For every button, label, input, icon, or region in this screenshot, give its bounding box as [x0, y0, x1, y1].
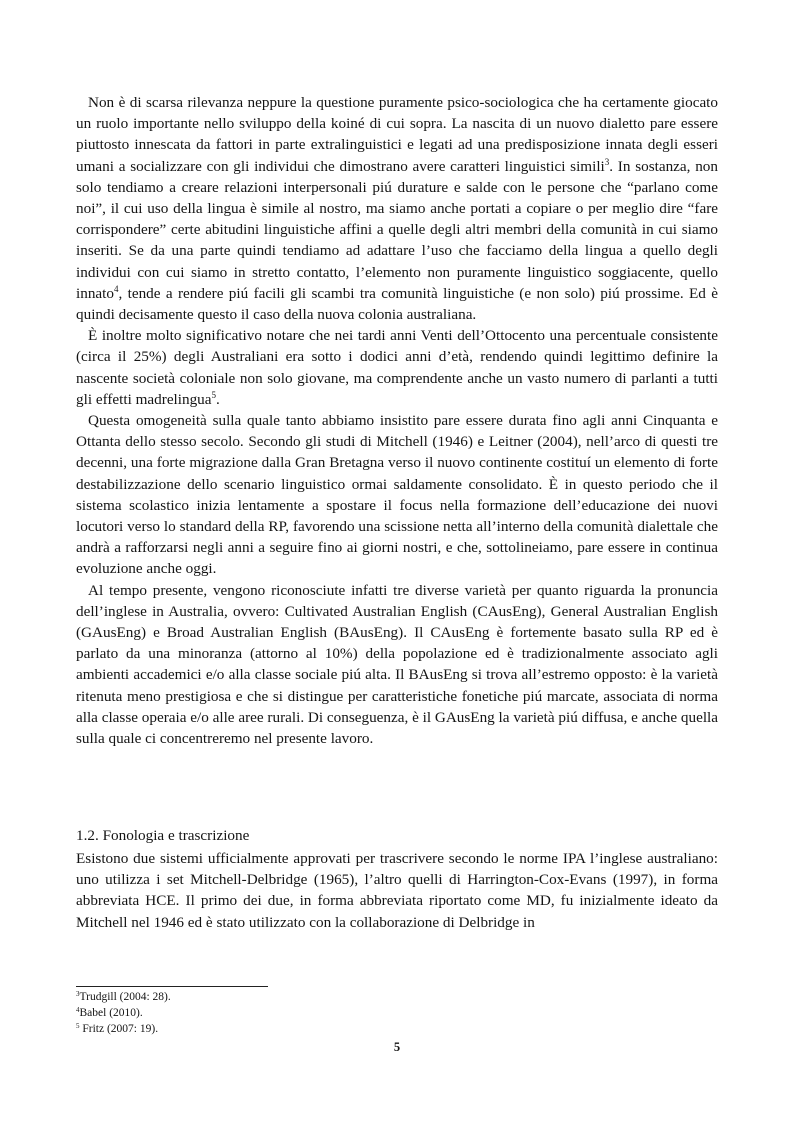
paragraph-1 [76, 92, 718, 325]
footnote-5 [76, 1022, 716, 1038]
paragraph-3-text: Questa omogeneità sulla quale tanto abbiamo insistito pare essere durata fino agli anni Cinquanta e Ottanta dello stesso secolo. Secondo gli studi di Mitchell (1946) e Leitner (2004), nell’arco di questi tre decenni, una forte migrazione dalla Gran Bretagna verso il nuovo continente costituí un elemento di forte destabilizzazione dello scenario linguistico ormai saldamente consolidato. È in questo periodo che il sistema scolastico inizia lentamente a spostare il focus nella formazione dell’educazione dei nuovi locutori verso lo standard della RP, favorendo una scissione netta all’interno della comunità dialettale che andrà a rafforzarsi negli anni a seguire fino ai giorni nostri, e che, sottolineiamo, pare essere in continua evoluzione anche oggi. [76, 412, 718, 578]
paragraph-2 [76, 325, 718, 410]
footnotes [76, 990, 716, 1037]
footnote-number: 3 [76, 990, 80, 998]
footnote-number: 4 [76, 1005, 80, 1014]
section-heading: 1.2. Fonologia e trascrizione [76, 827, 250, 844]
footnote-4 [76, 1006, 716, 1022]
paragraph-2-part-a: È inoltre molto significativo notare che nei tardi anni Venti dell’Ottocento una percentuale consistente (circa il 25%) degli Australiani era sotto i dodici anni d’età, rendendo quindi legittimo definire la nascente società coloniale non solo giovane, ma comprendente anche un vasto numero di parlanti a tutti gli effetti madrelingua [76, 327, 718, 408]
footnote-text: Babel (2010). [79, 1006, 143, 1019]
footnote-ref-5: 5 [211, 389, 217, 400]
paragraph-1-part-a: Non è di scarsa rilevanza neppure la questione puramente psico-sociologica che ha certamente giocato un ruolo importante nello sviluppo della koiné di cui sopra. La nascita di un nuovo dialetto pare essere piuttosto innescata da fattori in parte extralinguistici e legati ad una predisposizione innata degli esseri umani a socializzare con gli individui che dimostrano avere caratteri linguistici simili [76, 94, 718, 175]
page-number: 5 [393, 1040, 401, 1054]
body-text [76, 92, 718, 749]
paragraph-4-text: Al tempo presente, vengono riconosciute infatti tre diverse varietà per quanto riguarda la pronuncia dell’inglese in Australia, ovvero: Cultivated Australian English (CAusEng), General Australian English (GAusEng) e Broad Australian English (BAusEng). Il CAusEng è fortemente basato sulla RP ed è parlato da una minoranza (attorno al 10%) della popolazione ed è tradizionalmente associato agli ambienti accademici e/o alla classe sociale piú alta. Il BAusEng si trova all’estremo opposto: è la varietà ritenuta meno prestigiosa e che si distingue per caratteristiche fonetiche piú marcate, associata di norma alla classe operaia e/o alle aree rurali. Di conseguenza, è il GAusEng la varietà piú diffusa, e anche quella sulla quale ci concentreremo nel presente lavoro. [76, 581, 718, 748]
footnote-text: Trudgill (2004: 28). [79, 991, 171, 1003]
footnote-number: 5 [76, 1021, 80, 1030]
section-paragraph: Esistono due sistemi ufficialmente approvati per trascrivere secondo le norme IPA l’inglese australiano: uno utilizza i set Mitchell-Delbridge (1965), l’altro quelli di Harrington-Cox-Evans (1997), in forma abbreviata HCE. Il primo dei due, in forma abbreviata riportato come MD, fu inizialmente ideato da Mitchell nel 1946 ed è stato utilizzato con la collaborazione di Delbridge in [76, 850, 718, 931]
paragraph-1-part-c: , tende a rendere piú facili gli scambi tra comunità linguistiche (e non solo) piú prossime. Ed è quindi decisamente questo il caso della nuova colonia australiana. [76, 284, 718, 324]
paragraph-2-part-b: . [216, 390, 220, 408]
footnote-text: Fritz (2007: 19). [79, 1022, 159, 1035]
footnote-3 [76, 990, 716, 1006]
paragraph-4 [76, 580, 718, 750]
section-body [76, 848, 718, 933]
paragraph-3 [76, 410, 718, 580]
footnote-divider [76, 986, 268, 987]
paragraph-1-part-b: . In sostanza, non solo tendiamo a creare relazioni interpersonali piú durature e salde con le persone che “parlano come noi”, il cui uso della lingua è simile al nostro, ma siamo anche portati a copiare o per meglio dire “fare corrispondere” certe abitudini linguistiche affini a quelle degli altri membri della comunità in cui siamo inseriti. Se da una parte quindi tendiamo ad adattare l’uso che facciamo della lingua a quello degli individui con cui siamo in stretto contatto, l’elemento non puramente linguistico soggiacente, quello innato [76, 157, 718, 302]
footnote-ref-3: 3 [604, 156, 610, 167]
footnote-ref-4: 4 [113, 283, 119, 294]
